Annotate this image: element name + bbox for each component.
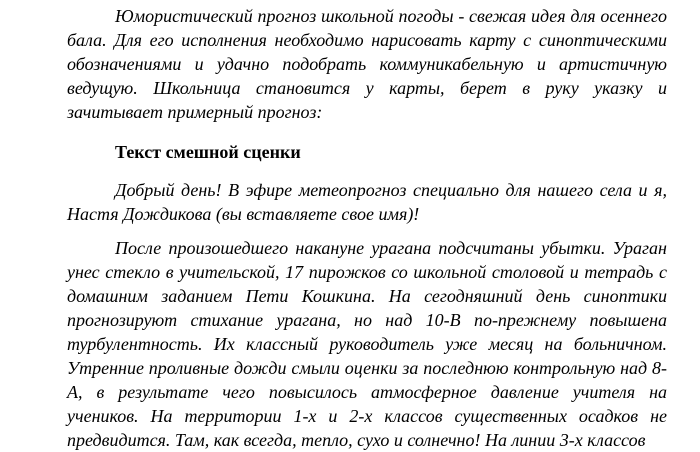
intro-paragraph: Юмористический прогноз школьной погоды - свежая идея для осеннего бала. Для его исполнения необходимо нарисовать карту с синоптическими обозначениями и удачно подобрать коммуникабельную и артистичную ведущую. Школьница становится у карты, берет в руку указку и зачитывает примерный прогноз: — [67, 6, 667, 122]
section-heading: Текст смешной сценки — [115, 142, 301, 162]
forecast-paragraph: После произошедшего накануне урагана подсчитаны убытки. Ураган унес стекло в учительской, 17 пирожков со школьной столовой и тетрадь с домашним заданием Пети Кошкина. На сегодняшний день синоптики прогнозируют стихание урагана, но над 10-В по-прежнему повышена турбулентность. Их классный руководитель уже месяц на больничном. Утренние проливные дожди смыли оценки за последнюю контрольную над 8-А, в результате чего повысилось атмосферное давление учителя на учеников. На территории 1-х и 2-х классов существенных осадков не предвидится. Там, как всегда, тепло, сухо и солнечно! На линии 3-х классов — [67, 238, 667, 450]
greeting-paragraph: Добрый день! В эфире метеопрогноз специально для нашего села и я, Настя Дождикова (вы вставляете свое имя)! — [67, 180, 667, 224]
